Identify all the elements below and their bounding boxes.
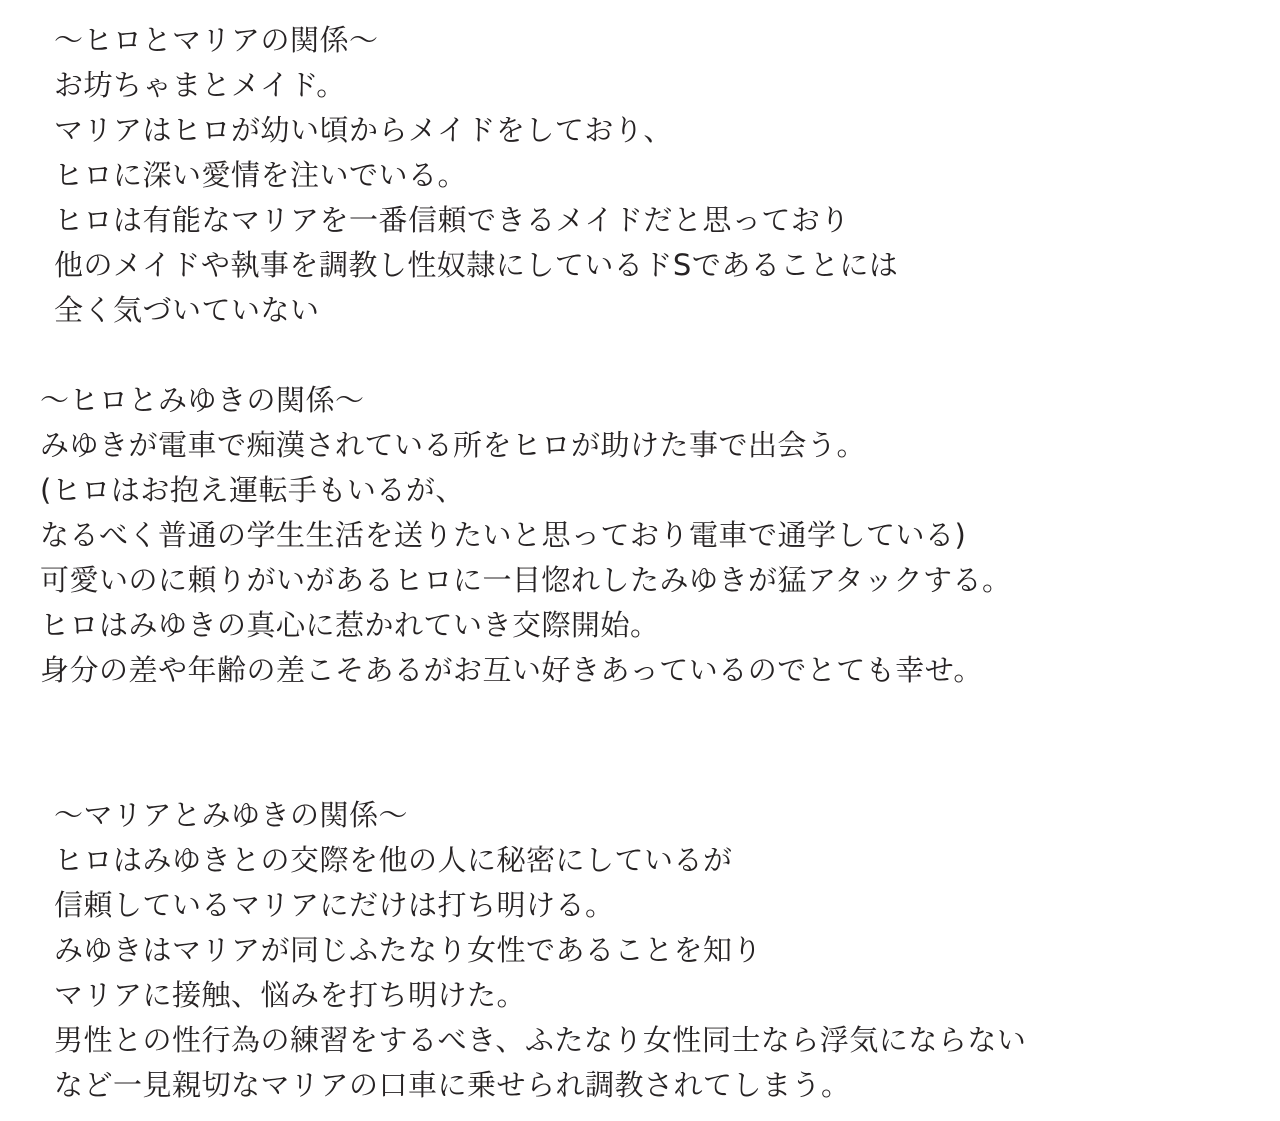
- text-line: みゆきが電車で痴漢されている所をヒロが助けた事で出会う。: [40, 428, 867, 462]
- text-line: 他のメイドや執事を調教し性奴隷にしているドSであることには: [54, 248, 899, 282]
- text-line: ヒロはみゆきの真心に惹かれていき交際開始。: [40, 608, 660, 642]
- text-line: 可愛いのに頼りがいがあるヒロに一目惚れしたみゆきが猛アタックする。: [40, 563, 1012, 597]
- text-line: 〜マリアとみゆきの関係〜: [54, 798, 409, 832]
- text-line: 〜ヒロとみゆきの関係〜: [40, 383, 365, 417]
- text-block-maria-miyuki: [40, 793, 1240, 1108]
- text-line: ヒロに深い愛情を注いでいる。: [54, 158, 468, 192]
- text-line: ヒロは有能なマリアを一番信頼できるメイドだと思っており: [54, 203, 850, 237]
- text-block-hiro-maria: [40, 18, 1240, 333]
- text-line: ヒロはみゆきとの交際を他の人に秘密にしているが: [54, 843, 733, 877]
- text-line: なるべく普通の学生生活を送りたいと思っており電車で通学している): [40, 518, 967, 552]
- text-line: 身分の差や年齢の差こそあるがお互い好きあっているのでとても幸せ。: [40, 653, 983, 687]
- text-line: お坊ちゃまとメイド。: [54, 68, 346, 102]
- block-spacer: [40, 333, 1240, 378]
- text-line: (ヒロはお抱え運転手もいるが、: [40, 473, 465, 507]
- block-spacer: [40, 693, 1240, 793]
- text-line: 全く気づいていない: [54, 293, 320, 327]
- text-line: など一見親切なマリアの口車に乗せられ調教されてしまう。: [54, 1068, 851, 1102]
- text-line: 信頼しているマリアにだけは打ち明ける。: [54, 888, 615, 922]
- text-line: マリアに接触、悩みを打ち明けた。: [54, 978, 527, 1012]
- text-line: 男性との性行為の練習をするべき、ふたなり女性同士なら浮気にならない: [54, 1023, 1027, 1057]
- text-line: マリアはヒロが幼い頃からメイドをしており、: [54, 113, 673, 147]
- text-block-hiro-miyuki: [40, 378, 1240, 693]
- text-line: みゆきはマリアが同じふたなり女性であることを知り: [54, 933, 763, 967]
- text-line: 〜ヒロとマリアの関係〜: [54, 23, 379, 57]
